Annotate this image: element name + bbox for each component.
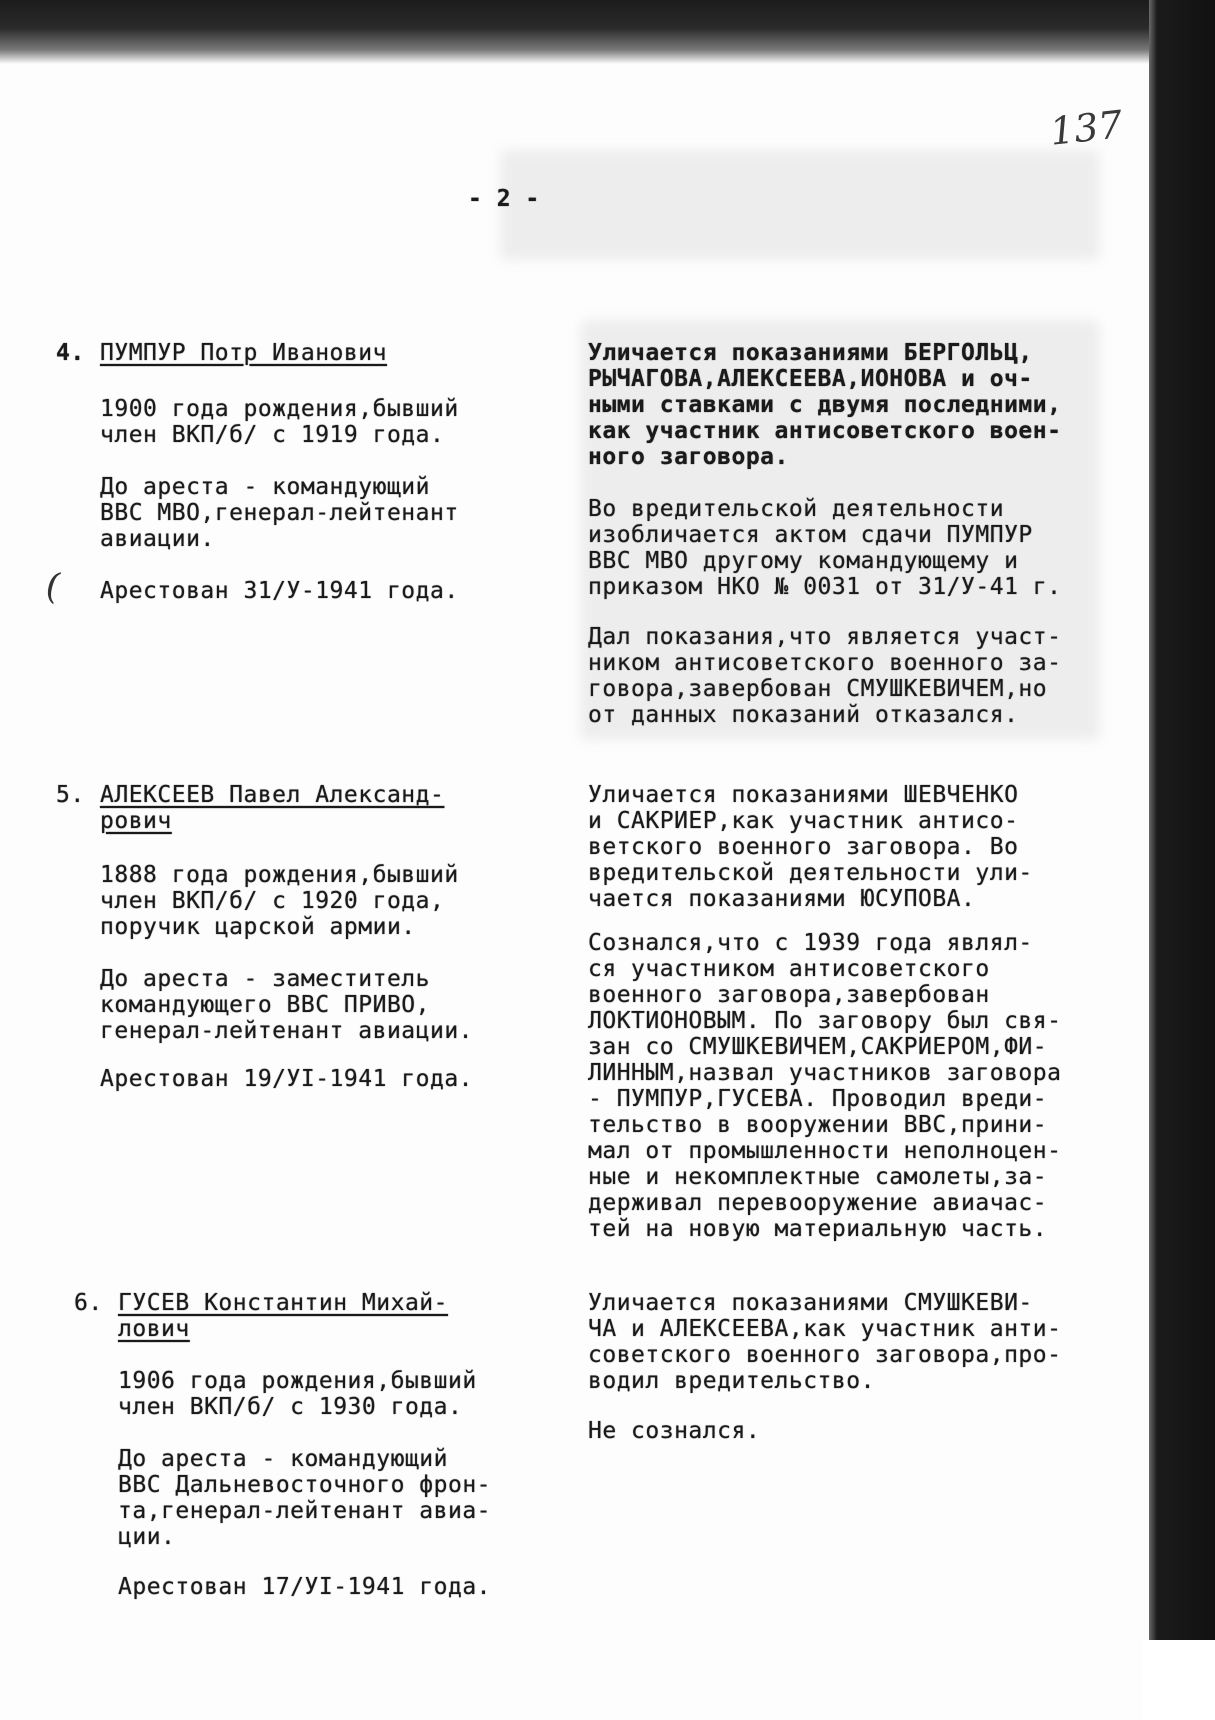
entry-position: До ареста - заместитель командующего ВВС ПРИВО, генерал-лейтенант авиации. xyxy=(100,966,474,1044)
entry-position: До ареста - командующий ВВС Дальневосточного фрон- та,генерал-лейтенант авиа- ции. xyxy=(118,1446,492,1550)
entry-arrested: Арестован 17/УI-1941 года. xyxy=(118,1574,492,1600)
entry-index: 4. xyxy=(56,340,85,366)
charge-text: Уличается показаниями ШЕВЧЕНКО и САКРИЕР,как участник антисо- ветского военного заговора. Во вредительской деятельности ули- чается показаниями ЮСУПОВА. xyxy=(588,782,1033,912)
charge-text: Не сознался. xyxy=(588,1418,761,1444)
entry-bio: 1900 года рождения,бывший член ВКП/б/ с 1919 года. xyxy=(100,396,459,448)
entry-bio: 1888 года рождения,бывший член ВКП/б/ с 1920 года, поручик царской армии. xyxy=(100,862,459,940)
scan-haze xyxy=(500,150,1100,260)
entry-bio: 1906 года рождения,бывший член ВКП/б/ с 1930 года. xyxy=(118,1368,477,1420)
entry-index: 5. xyxy=(56,782,85,808)
scan-right-edge-gap xyxy=(1143,1640,1215,1720)
charge-text: Сознался,что с 1939 года являл- ся участником антисоветского военного заговора,завербован ЛОКТИОНОВЫМ. По заговору был свя- зан со СМУШКЕВИЧЕМ,САКРИЕРОМ,ФИ- ЛИННЫМ,назвал участников заговора - ПУМПУР,ГУСЕВА. Проводил вреди- тельство в вооружении ВВС,прини- мал от промышленности неполноцен- ные и некомплектные самолеты,за- держивал перевооружение авиачас- тей на новую материальную часть. xyxy=(588,930,1062,1242)
entry-position: До ареста - командующий ВВС МВО,генерал-лейтенант авиации. xyxy=(100,474,459,552)
scan-right-edge xyxy=(1149,0,1215,1720)
page-number: - 2 - xyxy=(468,186,540,212)
entry-name: АЛЕКСЕЕВ Павел Александ- рович xyxy=(100,782,445,834)
entry-name: ГУСЕВ Константин Михай- лович xyxy=(118,1290,448,1342)
entry-arrested: Арестован 19/УI-1941 года. xyxy=(100,1066,474,1092)
scan-top-shadow xyxy=(0,0,1215,64)
charge-text: Дал показания,что является участ- ником антисоветского военного за- говора,завербован СМУШКЕВИЧЕМ,но от данных показаний отказался. xyxy=(588,624,1062,728)
margin-mark: ( xyxy=(41,564,65,609)
entry-name: ПУМПУР Потр Иванович xyxy=(100,340,387,366)
entry-index: 6. xyxy=(74,1290,103,1316)
entry-arrested: Арестован 31/У-1941 года. xyxy=(100,578,459,604)
charge-text: Во вредительской деятельности изобличается актом сдачи ПУМПУР ВВС МВО другому командующему и приказом НКО № 0031 от 31/У-41 г. xyxy=(588,496,1062,600)
charge-text: Уличается показаниями СМУШКЕВИ- ЧА и АЛЕКСЕЕВА,как участник анти- советского военного заговора,про- водил вредительство. xyxy=(588,1290,1062,1394)
handwritten-page-number: 137 xyxy=(1047,102,1125,154)
charge-text: Уличается показаниями БЕРГОЛЬЦ, РЫЧАГОВА,АЛЕКСЕЕВА,ИОНОВА и оч- ными ставками с двумя последними, как участник антисоветского воен- ного заговора. xyxy=(588,340,1062,470)
